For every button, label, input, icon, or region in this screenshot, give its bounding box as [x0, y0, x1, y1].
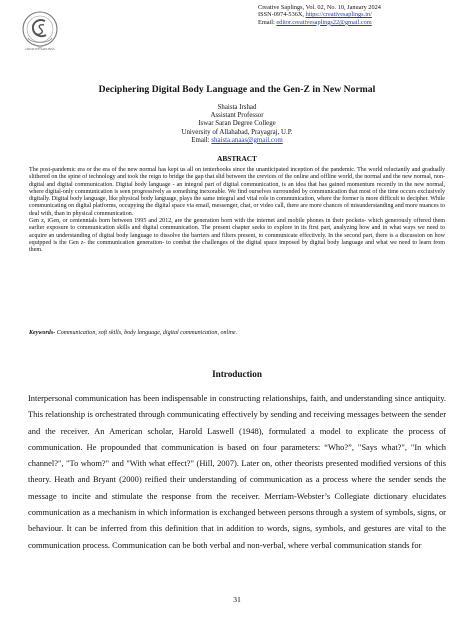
author-college: Iswar Saran Degree College	[198, 120, 276, 128]
author-block	[0, 104, 474, 145]
journal-email-label: Email:	[258, 18, 277, 26]
author-email-label: Email:	[191, 136, 212, 144]
logo-caption: CREATIVE SAPLINGS	[25, 47, 55, 51]
introduction-paragraph-1: Interpersonal communication has been indispensable in constructing relationships, faith, and understanding since antiquity. This relationship is orchestrated through communicating effectively by sending and receiving messages between the sender and the receiver. An American scholar, Harold Laswell (1948), formulated a model to explicate the process of communication. He propounded that communication is based on four parameters: “Who?”, "Says what?", "In which channel?", "To whom?" and "With what effect?" (Hill, 2007). Later on, other theorists presented modified versions of this theory. Heath and Bryant (2000) reified their understanding of communication as a process where the sender sends the message to incite and stimulate the response from the receiver. Merriam-Webster’s Collegiate dictionary elucidates communication as a mechanism in which information is exchanged between persons through a system of symbols, signs, or behaviour. It can be inferred from this definition that in addition to words, signs, symbols, and gestures are vital to the communication process. Communication can be both verbal and non-verbal, where verbal communication stands for	[28, 393, 446, 550]
abstract-paragraph-2: Gen z, iGen, or centennials born between 1995 and 2012, are the generation born with the internet and mobile phones in their pockets- which generously offered them earlier exposure to communication skills and digital communication. The present chapter seeks to explore in its first part, analyzing how and in what ways we need to acquire an understanding of digital body language to dissolve the barriers and filters present, to communicate effectively. In the second part, there is a discussion on how equipped is the Gen z- the communication generation- to combat the challenges of the digital space imposed by digital body language and what we need to learn from them.	[29, 218, 445, 254]
abstract	[29, 167, 445, 255]
keywords	[29, 330, 445, 337]
article-title: Deciphering Digital Body Language and the Gen-Z in New Normal	[98, 84, 376, 95]
journal-info	[258, 4, 468, 26]
author-email-line	[0, 137, 474, 145]
author-name: Shaista Irshad	[217, 104, 257, 111]
section-heading-introduction: Introduction	[212, 369, 262, 379]
author-position: Assistant Professor	[210, 112, 264, 120]
journal-email-link[interactable]: editor.creativesaplings22@gmail.com	[276, 18, 372, 26]
author-email-link[interactable]: shaista.anaas@gmail.com	[211, 136, 283, 144]
introduction-body	[28, 390, 446, 553]
page-number: 31	[233, 595, 241, 604]
author-university: University of Allahabad, Prayagraj, U.P.	[181, 128, 293, 136]
journal-citation: Creative Saplings, Vol. 02, No. 10, January 2024	[258, 4, 381, 11]
issn-text: ISSN-0974-536X,	[258, 11, 306, 19]
keywords-label: Keywords-	[29, 330, 56, 336]
keywords-list: Communication, soft skills, body language, digital communication, online.	[55, 330, 238, 336]
abstract-heading: ABSTRACT	[217, 154, 257, 163]
abstract-paragraph-1: The post-pandemic era or the era of the new normal has kept us all on tenterhooks since the unanticipated inception of the pandemic. The world reluctantly and gradually slithered on the spine of technology and took the reign to bridge the gap that slid between the crevices of the online and offline world, the normal and the new normal, non-digital and digital communication. Digital body language - an integral part of digital communication, is an idea that has gained momentum recently in the new normal, where digital-only communication is seen progressively as something inexorable. We find ourselves surrounded by communication that most of the time occurs exclusively digitally. Digital body language, like physical body language, plays the same integral and vital role in communication, where the former is more difficult to decipher. While communicating on digital platforms, occupying the digital space via email, messenger, chat, or video call, there are more chances of misunderstanding and more nuances to deal with, than in physical communication.	[29, 167, 445, 217]
journal-issn-line	[258, 11, 468, 18]
journal-website-link[interactable]: https://creativesaplings.in/	[305, 11, 372, 19]
journal-email-line	[258, 19, 468, 26]
